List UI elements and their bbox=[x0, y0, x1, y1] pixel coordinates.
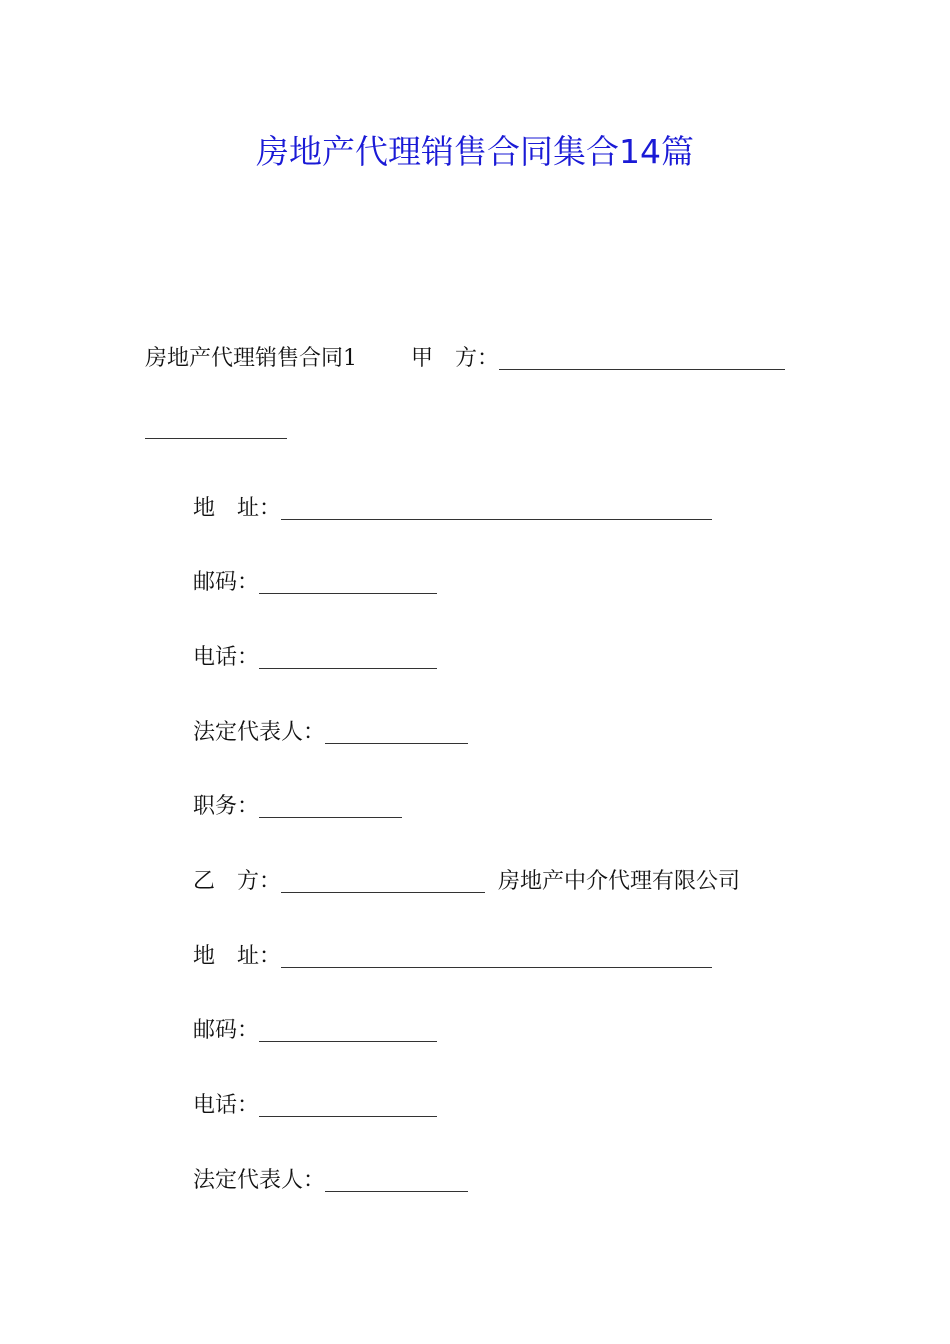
party-b-postcode-label: 邮码： bbox=[193, 1018, 260, 1043]
party-b-label: 乙 方： bbox=[193, 869, 282, 894]
contract-heading: 房地产代理销售合同1 bbox=[145, 346, 357, 371]
party-a-rep-line bbox=[193, 718, 468, 748]
party-b-postcode-line bbox=[193, 1016, 437, 1046]
party-b-phone-line bbox=[193, 1091, 437, 1121]
party-b-company: 房地产中介代理有限公司 bbox=[498, 869, 741, 894]
party-b-rep-label: 法定代表人： bbox=[193, 1168, 326, 1193]
party-a-postcode-blank[interactable] bbox=[259, 571, 437, 594]
party-a-address-label: 地 址： bbox=[193, 496, 282, 521]
party-a-phone-blank[interactable] bbox=[259, 646, 437, 669]
party-a-blank[interactable] bbox=[499, 347, 785, 370]
party-a-address-line bbox=[193, 494, 712, 524]
party-b-line bbox=[193, 867, 740, 897]
party-a-position-line bbox=[193, 792, 402, 822]
party-b-rep-blank[interactable] bbox=[325, 1169, 468, 1192]
party-a-position-blank[interactable] bbox=[259, 795, 402, 818]
party-a-blank-continued-line bbox=[145, 416, 287, 443]
party-b-address-label: 地 址： bbox=[193, 944, 282, 969]
party-b-phone-label: 电话： bbox=[193, 1093, 260, 1118]
document-title: 房地产代理销售合同集合14篇 bbox=[256, 132, 694, 171]
party-b-address-blank[interactable] bbox=[281, 945, 712, 968]
party-a-postcode-label: 邮码： bbox=[193, 570, 260, 595]
party-b-phone-blank[interactable] bbox=[259, 1094, 437, 1117]
party-a-blank-continued[interactable] bbox=[145, 416, 287, 439]
party-b-rep-line bbox=[193, 1166, 468, 1196]
party-b-postcode-blank[interactable] bbox=[259, 1019, 437, 1042]
party-a-rep-blank[interactable] bbox=[325, 721, 468, 744]
intro-line bbox=[145, 344, 785, 374]
party-a-position-label: 职务： bbox=[193, 794, 260, 819]
party-b-blank[interactable] bbox=[281, 870, 485, 893]
party-a-postcode-line bbox=[193, 568, 437, 598]
party-a-phone-line bbox=[193, 643, 437, 673]
party-a-label: 甲 方： bbox=[411, 346, 500, 371]
party-a-address-blank[interactable] bbox=[281, 497, 712, 520]
party-b-address-line bbox=[193, 942, 712, 972]
party-a-phone-label: 电话： bbox=[193, 645, 260, 670]
party-a-rep-label: 法定代表人： bbox=[193, 720, 326, 745]
